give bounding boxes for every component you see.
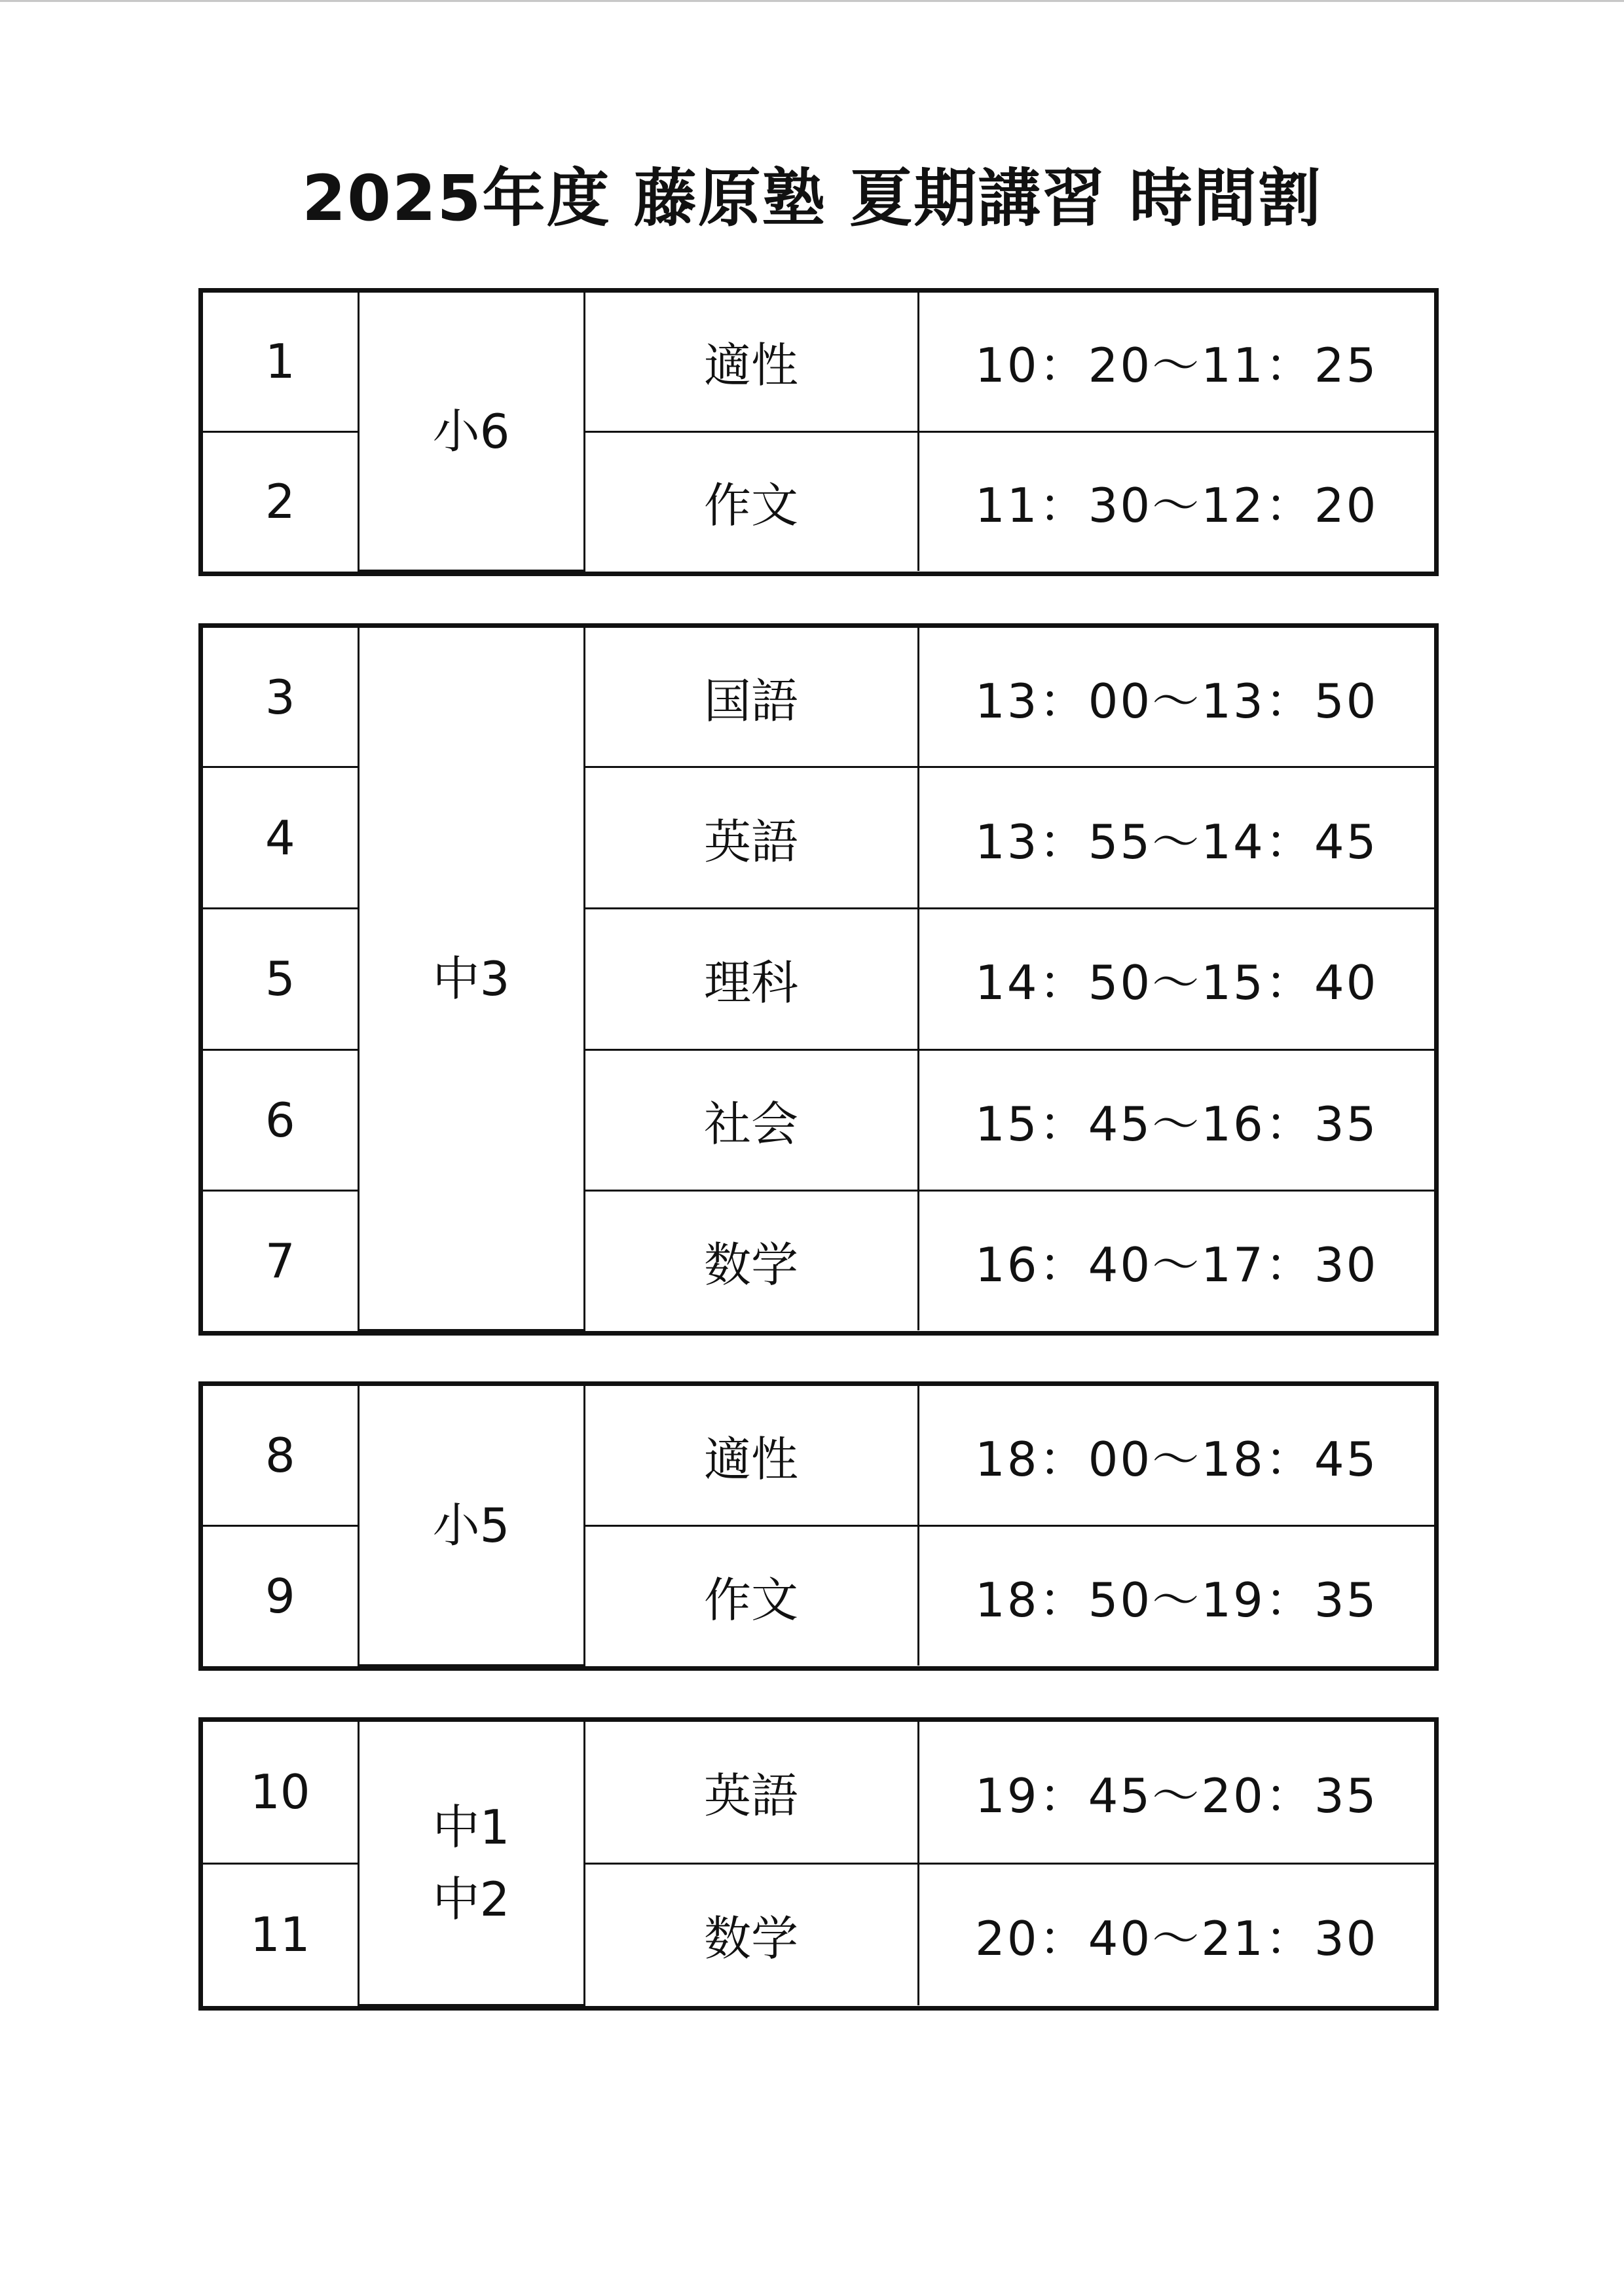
time-cell: 13：00〜13：50: [918, 628, 1434, 767]
schedule-table: [203, 1386, 1434, 1666]
schedule-block-junior3: [198, 623, 1439, 1336]
grade-cell: [358, 1386, 584, 1666]
subject-cell: 数学: [584, 1191, 918, 1330]
table-row: [203, 1722, 1434, 1863]
table-row: [203, 1386, 1434, 1525]
period-number: 4: [203, 767, 358, 909]
subject-cell: 適性: [584, 293, 918, 431]
period-number: 2: [203, 431, 358, 570]
subject-cell: 英語: [584, 1722, 918, 1863]
period-number: 8: [203, 1386, 358, 1525]
time-cell: 11：30〜12：20: [918, 431, 1434, 570]
schedule-table: [203, 1722, 1434, 2006]
period-number: 9: [203, 1525, 358, 1665]
subject-cell: 社会: [584, 1049, 918, 1191]
scan-top-edge: [0, 0, 1624, 2]
grade-label: 小6: [432, 403, 510, 459]
period-number: 7: [203, 1191, 358, 1330]
schedule-table: [203, 293, 1434, 572]
table-row: [203, 628, 1434, 767]
time-cell: 16：40〜17：30: [918, 1191, 1434, 1330]
subject-cell: 英語: [584, 767, 918, 909]
time-cell: 18：50〜19：35: [918, 1525, 1434, 1665]
grade-label: 中3: [432, 951, 510, 1006]
grade-label: 中1: [432, 1799, 510, 1855]
grade-cell: [358, 293, 584, 571]
subject-cell: 適性: [584, 1386, 918, 1525]
table-row: [203, 293, 1434, 431]
period-number: 3: [203, 628, 358, 767]
time-cell: 19：45〜20：35: [918, 1722, 1434, 1863]
schedule-block-junior1-2: [198, 1717, 1439, 2011]
period-number: 1: [203, 293, 358, 431]
time-cell: 15：45〜16：35: [918, 1049, 1434, 1191]
time-cell: 10：20〜11：25: [918, 293, 1434, 431]
grade-label: 小5: [432, 1497, 510, 1553]
schedule-block-grade6: [198, 288, 1439, 576]
time-cell: 18：00〜18：45: [918, 1386, 1434, 1525]
subject-cell: 数学: [584, 1863, 918, 2005]
subject-cell: 作文: [584, 431, 918, 570]
grade-label: 中2: [432, 1871, 510, 1927]
time-cell: 20：40〜21：30: [918, 1863, 1434, 2005]
grade-cell: [358, 1722, 584, 2005]
time-cell: 14：50〜15：40: [918, 908, 1434, 1049]
grade-cell: [358, 628, 584, 1330]
subject-cell: 国語: [584, 628, 918, 767]
period-number: 10: [203, 1722, 358, 1863]
schedule-table: [203, 628, 1434, 1331]
schedule-block-grade5: [198, 1381, 1439, 1671]
page-title: 2025年度 藤原塾 夏期講習 時間割: [302, 162, 1322, 235]
time-cell: 13：55〜14：45: [918, 767, 1434, 909]
period-number: 5: [203, 908, 358, 1049]
subject-cell: 作文: [584, 1525, 918, 1665]
period-number: 6: [203, 1049, 358, 1191]
subject-cell: 理科: [584, 908, 918, 1049]
period-number: 11: [203, 1863, 358, 2005]
